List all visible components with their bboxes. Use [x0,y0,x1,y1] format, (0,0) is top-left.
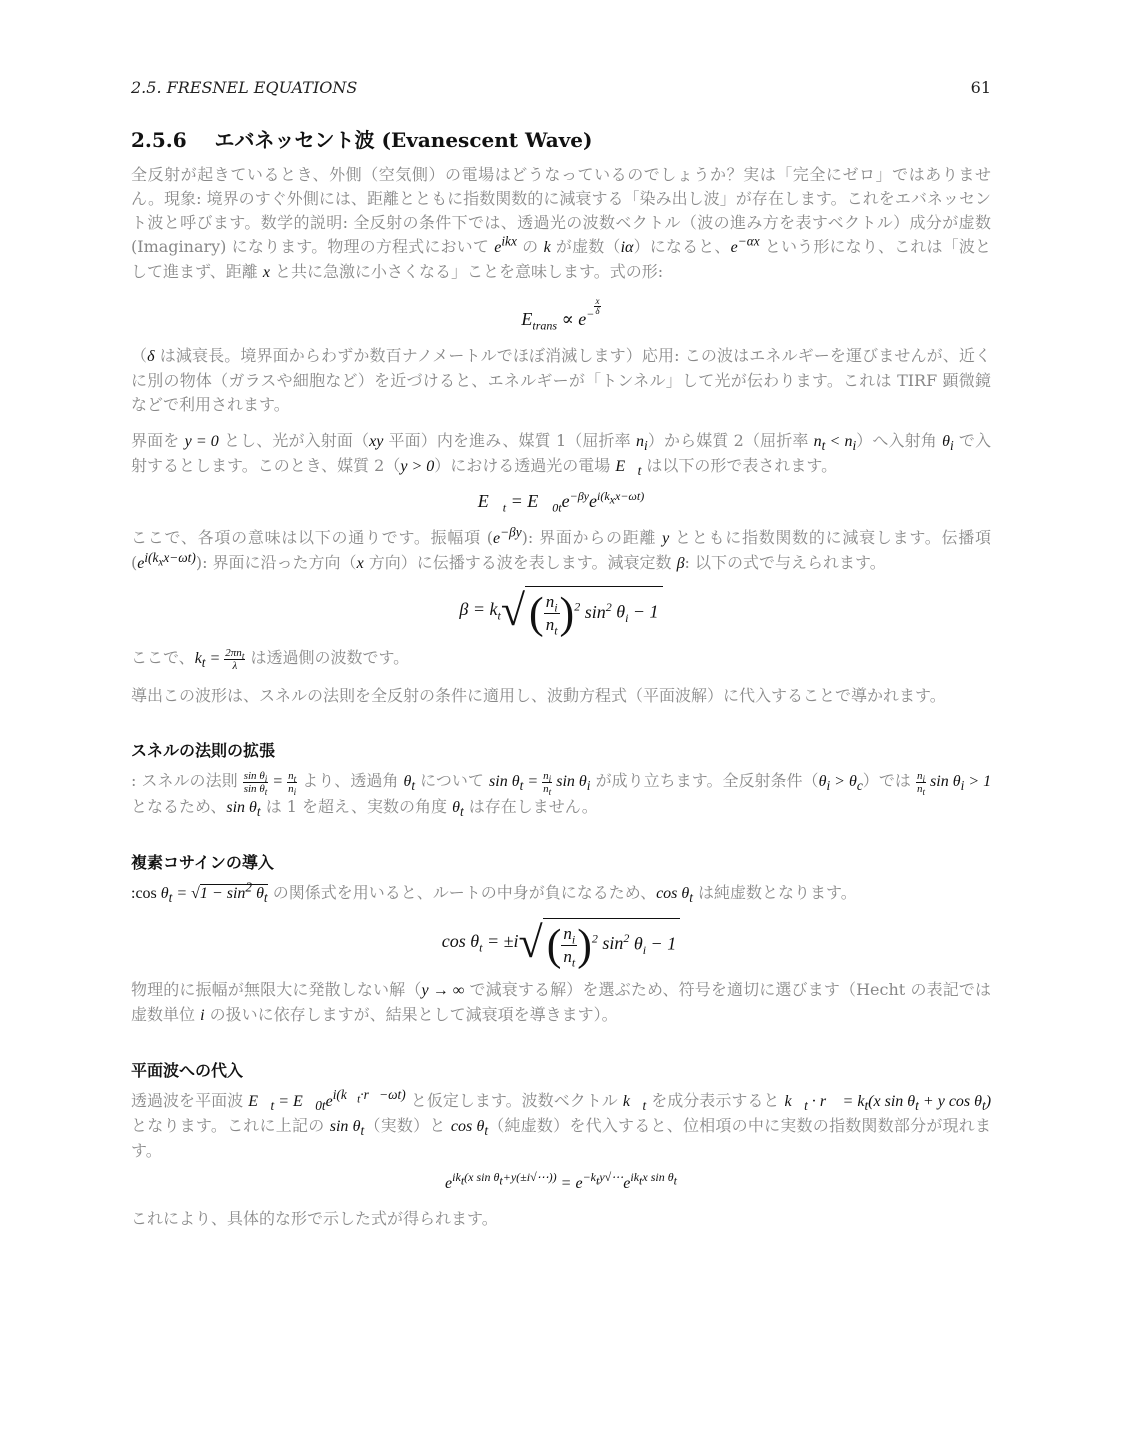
paragraph-sign-choice: 物理的に振幅が無限大に発散しない解（y → ∞ で減衰する解）を選ぶため、符号を適切に選びます（Hecht の表記では虚数単位 i の扱いに依存しますが、結果として減衰項を導きます）。 [131,979,991,1024]
paragraph-terms: ここで、各項の意味は以下の通りです。振幅項 $(e^{-\beta y})$: 界面からの距離 y とともに指数関数的に減衰します。伝播項 $(e^{i(k_xx-\omega t)})$: 界面に沿った方向（x 方向）に伝播する波を表します。減衰定数 β: 以下の式で与えられます。 [131,524,992,572]
paragraph-setup: 界面を y = 0 とし、光が入射面（xy 平面）内を進み、媒質 1（屈折率 $n_i$）から媒質 2（屈折率 $n_t < n_i$）へ入射角 $\theta_i$ で入射するとします。このとき、媒質 2（y > 0）における透過光の電場 $E⃗_t$ は以下の形で表されます。 [131,431,992,479]
paragraph-decay-length: （δ は減衰長。境界面からわずか数百ナノメートルでほぼ消滅します）応用: この波はエネルギーを運びませんが、近くに別の物体（ガラスや細胞など）を近づけると、エネルギーが「トンネル」して光が伝わります。これは TIRF 顕微鏡などで利用されます。 [131,346,991,414]
section-heading [131,124,991,153]
paragraph-snell: : スネルの法則 $\frac{\sin \theta_i}{\sin \theta_t}$ = $\frac{n_t}{n_i}$ より、透過角 $\theta_t$ について $\sin \theta_t$ = $\frac{n_i}{n_t}$ $\sin \theta_i$ が成り立ちます。全反射条件$(\theta_i > \theta_c)$では $\frac{n_i}{n_t}$ $\sin \theta_i > 1$ となるため、$\sin \theta_t$ は 1 を超え、実数の角度 $\theta_t$ は存在しません。 [131,769,992,819]
equation-cos-theta-t: $\cos \theta_t = \pm i√$( $\frac{n_i}{n_t}$ )$^2$ $\sin^2 \theta_i - 1$ [131,918,991,968]
page [131,78,991,1243]
paragraph-plane-wave: 透過波を平面波 $E⃗_t$ = $E⃗_{0t}e^{i(k⃗_t\cdot r⃗-\omega t)}$ と仮定します。波数ベクトル $k⃗_t$ を成分表示すると $k⃗_t$ · r⃗ = $k_t(x$ $\sin \theta_t + y$ $\cos \theta_t$) となります。これに上記の $\sin \theta_t$（実数）と $\cos \theta_t$（純虚数）を代入すると、位相項の中に実数の指数関数部分が現れます。 [131,1087,992,1160]
subsection-plane-wave: 平面波への代入 [131,1060,244,1080]
running-header [131,78,991,102]
paragraph-cosine: :cos $\theta_t = √1 - \sin^2 \theta_t$ の関係式を用いると、ルートの中身が負になるため、$\cos \theta_t$ は純虚数となります。 [131,879,857,905]
paragraph-intro: 全反射が起きているとき、外側（空気側）の電場はどうなっているのでしょうか？実は「完全にゼロ」ではありません。現象: 境界のすぐ外側には、距離とともに指数関数的に減衰する「染み出し波」が存在します。これをエバネッセント波と呼びます。数学的説明: 全反射の条件下では、透過光の波数ベクトル（波の進み方を表すベクトル）成分が虚数 (Imaginary) になります。物理の方程式において $e^{ikx}$ の k が虚数（iα）になると、$e^{-\alpha x}$ という形になり、これは「波として進まず、距離 x と共に急激に小さくなる」ことを意味します。式の形: [131,165,991,281]
page-number: 61 [970,78,991,97]
subsection-complex-cosine: 複素コサインの導入 [131,852,274,872]
equation-evanescent-decay: $E_{trans} \propto e^{- \frac{x}{\delta}}$ [521,296,600,333]
running-title: 2.5. FRESNEL EQUATIONS [131,78,358,97]
paragraph-derivation: 導出この波形は、スネルの法則を全反射の条件に適用し、波動方程式（平面波解）に代入することで導かれます。 [131,685,946,705]
equation-transmitted-field: $E⃗_t$ = $E⃗_{0t}e^{-\beta y}e^{i(k_xx-\omega t)}$ [477,489,645,515]
subsection-snell-extension: スネルの法則の拡張 [131,740,276,760]
section-title: エバネッセント波 (Evanescent Wave) [214,128,593,152]
equation-beta: $\beta = k_t√$( $\frac{n_i}{n_t}$ )$^2$ $\sin^2 \theta_i - 1$ [131,586,991,636]
section-number: 2.5.6 [131,128,187,152]
equation-phase-substitution: $e^{ik_t(x sin \theta_t+y(\pm i√\cdots))} = e^{-k_ty√\cdots}e^{ik_tx sin \theta_t}$ [445,1170,677,1192]
paragraph-kt: ここで、$k_t$ = $\frac{2\pi n_t}{\lambda}$ は透過側の波数です。 [131,646,410,672]
paragraph-conclusion: これにより、具体的な形で示した式が得られます。 [131,1208,498,1228]
